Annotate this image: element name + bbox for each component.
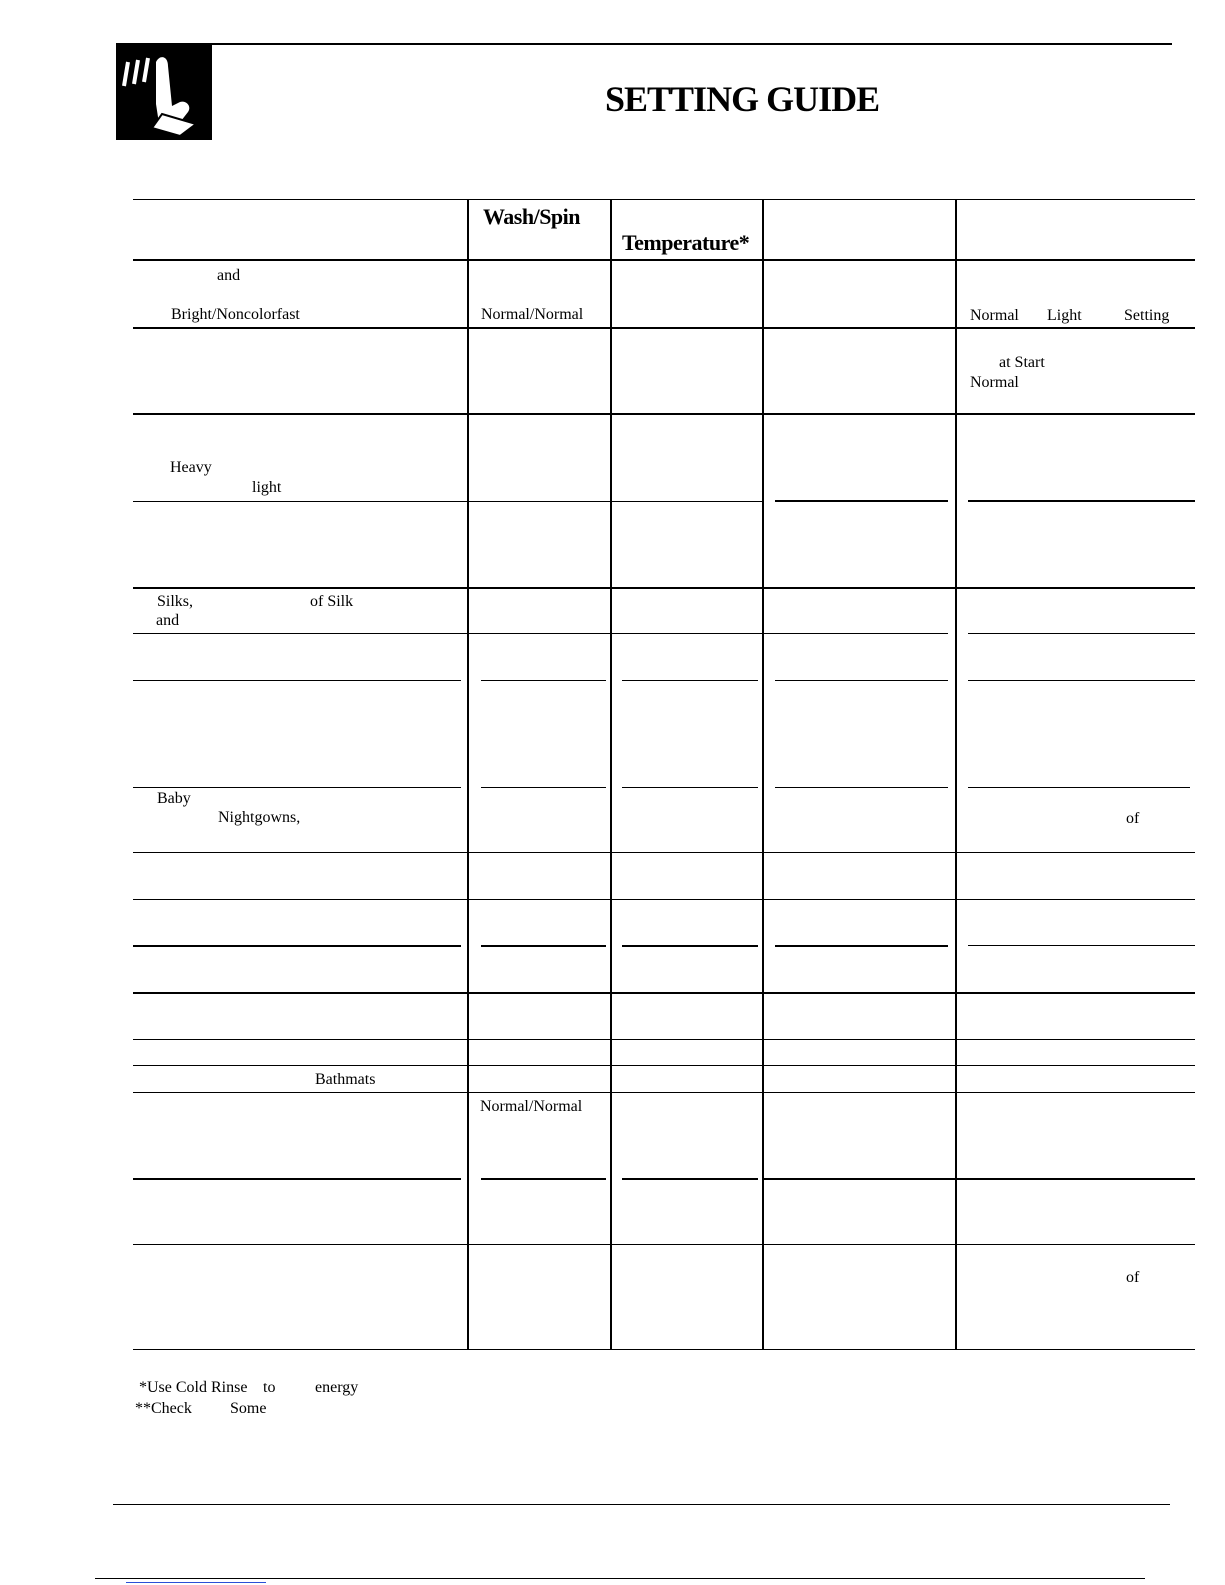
row-rule bbox=[133, 787, 461, 788]
table-top-rule bbox=[133, 199, 1195, 200]
column-divider bbox=[467, 200, 469, 1350]
wash-spin-value: Normal/Normal bbox=[481, 306, 584, 323]
row-label: Bathmats bbox=[315, 1071, 376, 1088]
cell-text: of bbox=[1126, 1269, 1140, 1286]
table-bottom-rule bbox=[133, 1349, 1195, 1350]
row-label: Baby bbox=[157, 790, 191, 807]
row-rule bbox=[968, 633, 1195, 634]
row-rule bbox=[968, 680, 1195, 681]
row-label: Bright/Noncolorfast bbox=[171, 306, 300, 323]
row-rule bbox=[775, 680, 948, 681]
row-rule bbox=[133, 501, 763, 502]
footnote-1: to bbox=[263, 1379, 276, 1396]
row-rule bbox=[133, 1065, 1195, 1066]
row-rule bbox=[622, 787, 758, 788]
row-rule bbox=[133, 945, 461, 947]
top-rule bbox=[116, 43, 1172, 45]
row-rule bbox=[133, 327, 1195, 329]
row-rule bbox=[481, 945, 606, 947]
row-rule bbox=[775, 500, 948, 502]
row-rule bbox=[133, 852, 1195, 853]
cell-text: Normal bbox=[970, 374, 1019, 391]
row-rule bbox=[775, 787, 948, 788]
cell-text: Light bbox=[1047, 307, 1082, 324]
header-temperature: Temperature* bbox=[622, 230, 750, 255]
hand-pressing-button-icon bbox=[116, 44, 212, 140]
row-rule bbox=[133, 680, 461, 681]
row-rule bbox=[133, 587, 1195, 589]
row-rule bbox=[133, 992, 1195, 994]
row-rule bbox=[133, 899, 1195, 900]
row-rule bbox=[968, 500, 1195, 502]
row-label: and bbox=[156, 612, 180, 629]
row-rule bbox=[968, 787, 1190, 788]
row-rule bbox=[775, 945, 948, 947]
footnote-1: energy bbox=[315, 1379, 359, 1396]
row-label: Heavy bbox=[170, 459, 212, 476]
row-label: and bbox=[217, 267, 241, 284]
footnote-2: Some bbox=[230, 1400, 267, 1417]
cell-text: of bbox=[1126, 810, 1140, 827]
row-label: Nightgowns, bbox=[218, 809, 301, 826]
bottom-rule bbox=[113, 1504, 1170, 1505]
row-label: light bbox=[252, 479, 282, 496]
row-rule bbox=[481, 1178, 606, 1180]
header-bottom-rule bbox=[133, 259, 1195, 261]
bottom-rule bbox=[95, 1578, 1145, 1579]
column-divider bbox=[610, 200, 612, 1350]
row-rule bbox=[133, 633, 948, 634]
row-label: Silks, bbox=[157, 593, 194, 610]
row-rule bbox=[133, 1039, 1195, 1040]
row-rule bbox=[968, 945, 1195, 946]
footnote-2: **Check bbox=[135, 1400, 192, 1417]
row-rule bbox=[481, 680, 606, 681]
row-rule bbox=[133, 1092, 1195, 1093]
row-rule bbox=[133, 1244, 1195, 1245]
header-wash-spin: Wash/Spin bbox=[483, 204, 581, 229]
cell-text: at Start bbox=[999, 354, 1045, 371]
footnote-1: *Use Cold Rinse bbox=[139, 1379, 248, 1396]
row-rule bbox=[622, 680, 758, 681]
row-rule bbox=[133, 1178, 461, 1180]
cell-text: Normal bbox=[970, 307, 1019, 324]
row-rule bbox=[481, 787, 606, 788]
cell-text: Setting bbox=[1124, 307, 1170, 324]
row-rule bbox=[133, 413, 1195, 415]
row-rule bbox=[762, 1178, 1195, 1180]
bottom-link-underline bbox=[126, 1582, 266, 1583]
wash-spin-value: Normal/Normal bbox=[480, 1098, 583, 1115]
row-rule bbox=[622, 945, 758, 947]
row-label: of Silk bbox=[310, 593, 354, 610]
row-rule bbox=[622, 1178, 758, 1180]
page-title: SETTING GUIDE bbox=[605, 79, 880, 119]
